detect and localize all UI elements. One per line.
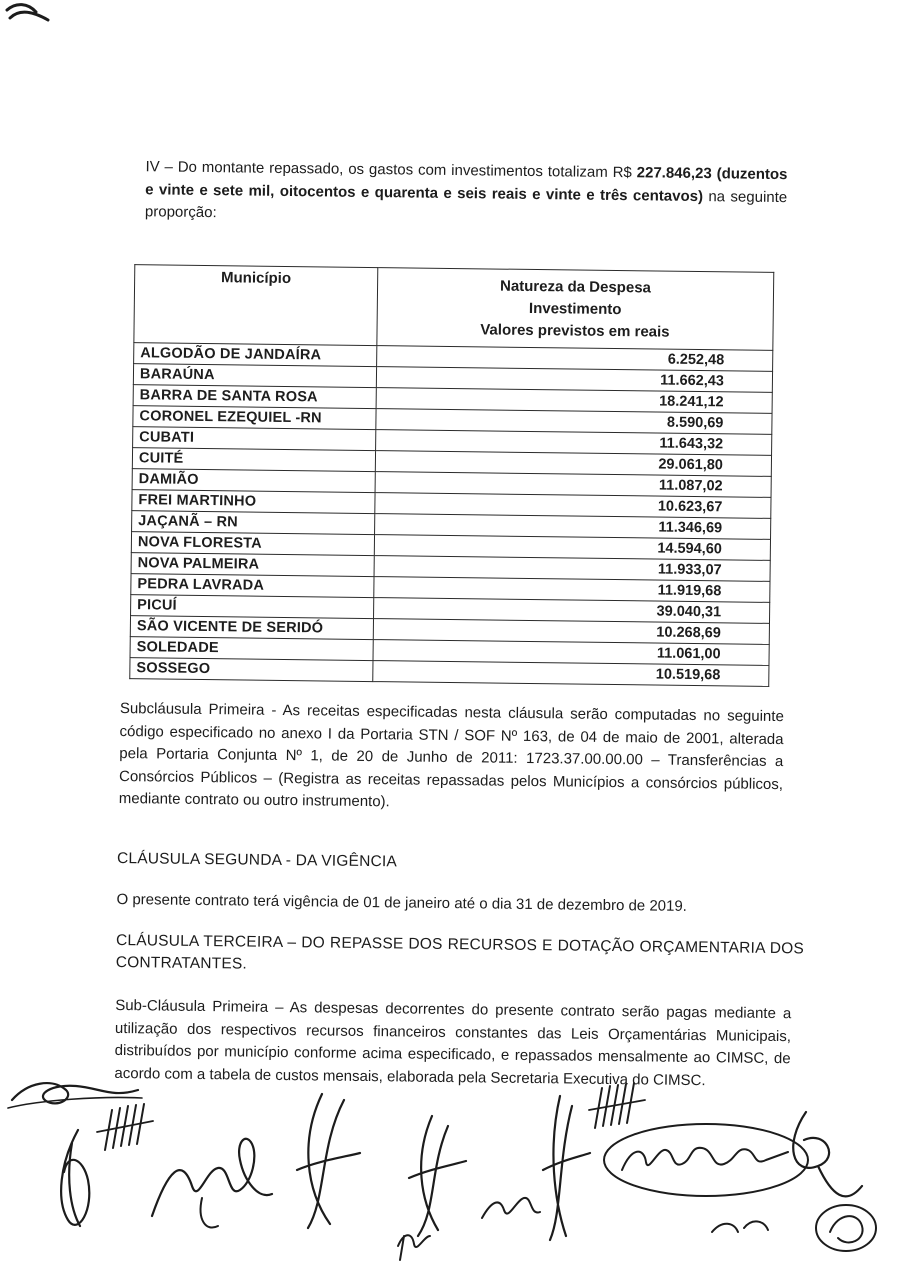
municipio-column-header: Município (134, 265, 378, 346)
table-body (130, 342, 773, 686)
despesa-header-line-1: Natureza da Despesa (499, 277, 652, 297)
valor-cell: 39.040,31 (373, 597, 769, 623)
municipio-cell: PEDRA LAVRADA (131, 573, 374, 597)
amount-extenso: (duzentos e vinte e sete mil, oitocentos e quarenta e seis reais e vinte e três centavos) (145, 165, 788, 205)
heading-clausula-segunda: CLÁUSULA SEGUNDA - DA VIGÊNCIA (116, 849, 398, 871)
municipio-cell: NOVA PALMEIRA (131, 552, 374, 576)
municipio-cell: FREI MARTINHO (132, 489, 375, 513)
valor-cell: 6.252,48 (376, 345, 772, 371)
paragraph-subclausula-primeira: Subcláusula Primeira - As receitas especificadas nesta cláusula serão computadas no seguinte código especificado no anexo I da Portaria STN / SOF Nº 163, de 04 de maio de 2001, alterada pela Portaria Conjunta Nº 1, de 20 de Junho de 2011: 1723.37.00.00.00 – Transferências a Consórcios Públicos – (Registra as receitas repassadas pelos Municípios a consórcios públicos, mediante contrato ou outro instrumento). (118, 699, 784, 811)
municipio-cell: NOVA FLORESTA (131, 531, 374, 555)
paragraph-sub-clausula-primeira: Sub-Cláusula Primeira – As despesas decorrentes do presente contrato serão pagas mediante a utilização dos respectivos recursos financeiros constantes das Leis Orçamentárias Municipais, distribuídos por município conforme acima especificado, e repassados mensalmente ao CIMSC, de acordo com a tabela de custos mensais, elaborada pela Secretaria Executiva do CIMSC. (114, 996, 792, 1089)
valor-cell: 11.662,43 (376, 366, 772, 392)
valor-cell: 10.519,68 (373, 660, 769, 686)
valor-cell: 29.061,80 (375, 450, 771, 476)
valor-cell: 10.623,67 (375, 492, 771, 518)
valor-cell: 11.643,32 (375, 429, 771, 455)
heading-clausula-terceira: CLÁUSULA TERCEIRA – DO REPASSE DOS RECURSOS E DOTAÇÃO ORÇAMENTARIA DOS CONTRATANTES. (115, 931, 805, 974)
municipio-cell: SOSSEGO (130, 657, 373, 681)
municipio-cell: BARRA DE SANTA ROSA (133, 384, 376, 408)
municipio-cell: BARAÚNA (133, 363, 376, 387)
valor-cell: 18.241,12 (376, 387, 772, 413)
valor-cell: 14.594,60 (374, 534, 770, 560)
municipio-cell: CUBATI (133, 426, 376, 450)
municipio-cell: CORONEL EZEQUIEL -RN (133, 405, 376, 429)
despesa-header-line-3: Valores previstos em reais (480, 321, 670, 342)
municipio-cell: CUITÉ (132, 447, 375, 471)
municipio-cell: JAÇANÃ – RN (132, 510, 375, 534)
paragraph-vigencia: O presente contrato terá vigência de 01 de janeiro até o dia 31 de dezembro de 2019. (116, 890, 688, 915)
valor-cell: 11.087,02 (375, 471, 771, 497)
investimentos-table (129, 264, 774, 686)
valor-cell: 11.061,00 (373, 639, 769, 665)
valor-cell: 11.933,07 (374, 555, 770, 581)
despesa-header-line-2: Investimento (528, 300, 622, 319)
paragraph-montante-repassado (145, 156, 788, 231)
valor-cell: 11.919,68 (374, 576, 770, 602)
amount-total: 227.846,23 (636, 164, 717, 183)
municipio-cell: DAMIÃO (132, 468, 375, 492)
table-header (134, 265, 774, 350)
valor-cell: 10.268,69 (373, 618, 769, 644)
municipio-cell: SOLEDADE (130, 636, 373, 660)
valor-cell: 8.590,69 (376, 408, 772, 434)
municipio-cell: PICUÍ (131, 594, 374, 618)
table-header-row (134, 265, 774, 350)
valor-cell: 11.346,69 (374, 513, 770, 539)
despesa-column-header (377, 268, 774, 350)
paragraph-text: IV – Do montante repassado, os gastos com investimentos totalizam R$ (145, 158, 637, 182)
paragraph-text-end: na seguinte proporção: (144, 187, 788, 222)
municipio-cell: SÃO VICENTE DE SERIDÓ (130, 615, 373, 639)
municipio-cell: ALGODÃO DE JANDAÍRA (134, 342, 377, 366)
